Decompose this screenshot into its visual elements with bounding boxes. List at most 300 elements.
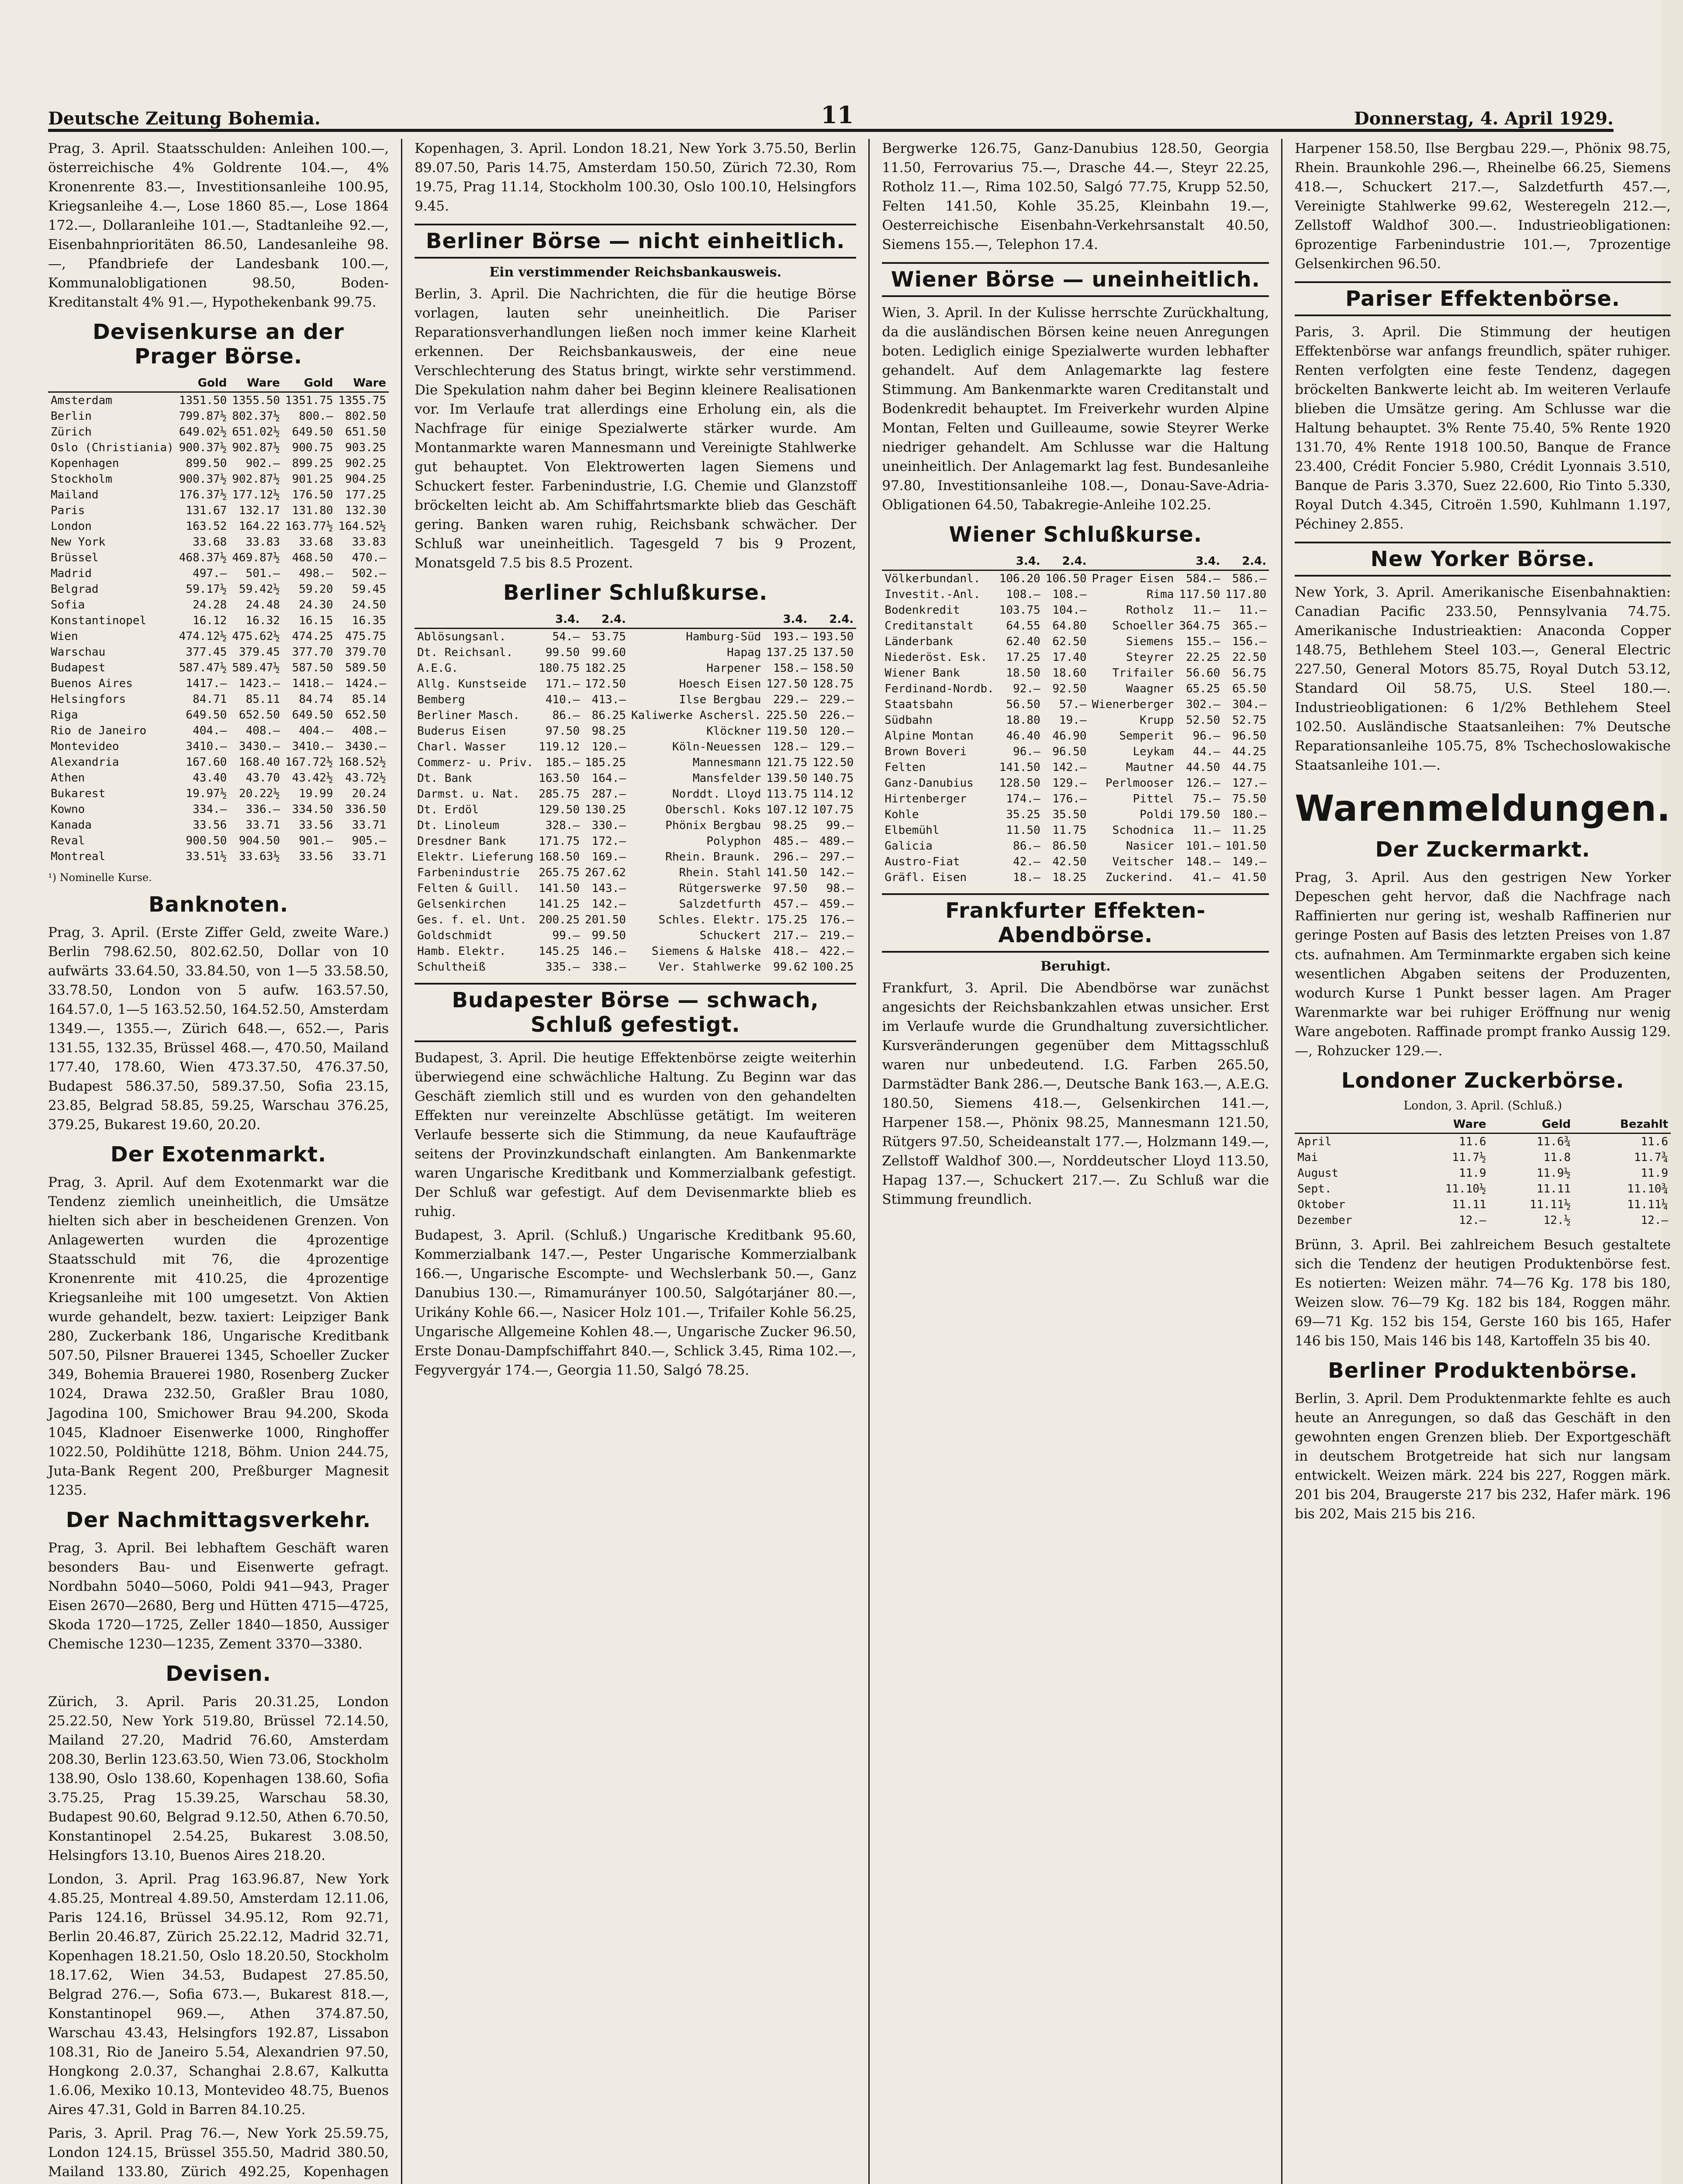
table-cell: 422.— bbox=[819, 945, 854, 958]
table-cell: Creditanstalt bbox=[885, 619, 974, 633]
table-row bbox=[882, 697, 1269, 712]
table-cell: Mailand bbox=[51, 488, 99, 502]
table-row bbox=[415, 723, 856, 739]
table-cell: 902.87½ bbox=[232, 473, 280, 486]
table-cell: Köln-Neuessen bbox=[672, 740, 761, 754]
table-cell: 168.40 bbox=[239, 756, 280, 769]
table-cell: 62.50 bbox=[1052, 635, 1087, 649]
table-cell: Austro-Fiat bbox=[885, 855, 960, 869]
table-cell: 56.50 bbox=[1006, 698, 1040, 712]
table-row bbox=[415, 786, 856, 802]
table-cell: Kanada bbox=[51, 819, 92, 832]
table-cell: 475.62½ bbox=[232, 630, 280, 643]
table-cell: Klöckner bbox=[706, 725, 761, 738]
table-cell: Allg. Kunstseide bbox=[417, 677, 527, 691]
table-cell: Rütgerswerke bbox=[679, 882, 761, 895]
table-row bbox=[882, 854, 1269, 870]
table-cell: 129.— bbox=[819, 740, 854, 754]
column-4-intro: Harpener 158.50, Ilse Bergbau 229.—, Phönix 98.75, Rhein. Braunkohle 296.—, Rheinelbe 66.25, Siemens 418.—, Schuckert 217.—, Salzdetfurth 457.—, Vereinigte Stahlwerke 99.62, Westeregeln 212.—, Zellstoff Waldhof 300.—. Industrieobligationen: 6prozentige Farbenindustrie 101.—, 7prozentige Gelsenkirchen 96.50. bbox=[1295, 141, 1671, 272]
table-cell: 377.45 bbox=[186, 646, 227, 659]
table-cell: 12.— bbox=[1458, 1213, 1486, 1227]
table-cell: 219.— bbox=[819, 929, 854, 943]
nachmittagsverkehr-text: Prag, 3. April. Bei lebhaftem Geschäft waren besonders Bau- und Eisenwerte gefragt. Nordbahn 5040—5060, Poldi 941—943, Prager Eisen 2670—2680, Berg und Hütten 4715—4725, Skoda 1720—1725, Zeller 1840—1850, Aussiger Chemische 1230—1235, Zement 3370—3380. bbox=[48, 1540, 389, 1652]
table-cell: Südbahn bbox=[885, 714, 933, 727]
table-cell: 52.50 bbox=[1186, 714, 1220, 727]
table-cell: Goldschmidt bbox=[417, 929, 493, 943]
table-cell: 176.50 bbox=[292, 488, 333, 502]
table-cell: April bbox=[1297, 1135, 1332, 1148]
table-cell: 108.— bbox=[1052, 588, 1087, 601]
table-cell: Veitscher bbox=[1112, 855, 1174, 869]
table-cell: Oslo (Christiania) bbox=[51, 441, 174, 455]
table-cell: 485.— bbox=[773, 835, 808, 848]
table-row bbox=[48, 456, 389, 471]
table-cell: 96.— bbox=[1192, 729, 1220, 743]
table-cell: Gräfl. Eisen bbox=[885, 871, 967, 885]
table-cell: Zürich bbox=[51, 425, 92, 439]
table-cell: Wiener Bank bbox=[885, 667, 960, 680]
table-cell: Commerz- u. Priv. bbox=[417, 756, 534, 770]
table-row bbox=[415, 865, 856, 881]
table-cell: 164.— bbox=[591, 772, 626, 785]
table-cell: 413.— bbox=[591, 693, 626, 707]
column-header: 2.4. bbox=[1223, 553, 1269, 570]
table-cell: 287.— bbox=[591, 788, 626, 801]
table-cell: Investit.-Anl. bbox=[885, 588, 981, 601]
table-cell: 11.11 bbox=[1452, 1198, 1486, 1211]
table-cell: Hoesch Eisen bbox=[679, 677, 761, 691]
table-cell: 128.75 bbox=[812, 677, 854, 691]
table-cell: Charl. Wasser bbox=[417, 740, 506, 754]
table-cell: 12.— bbox=[1641, 1213, 1669, 1227]
table-row bbox=[1295, 1150, 1671, 1165]
nachmittagsverkehr-heading: Der Nachmittagsverkehr. bbox=[66, 1507, 371, 1532]
table-cell: 16.15 bbox=[299, 614, 333, 628]
table-cell: Semperit bbox=[1119, 729, 1174, 743]
table-cell: 127.50 bbox=[766, 677, 808, 691]
table-cell: 172.50 bbox=[585, 677, 626, 691]
zuckermarkt-text: Prag, 3. April. Aus den gestrigen New Yorker Depeschen geht hervor, daß die Nachfrage nach Raffinierten nur gering ist, weshalb Raffinerien nur geringe Posten auf Basis des letzten Preises von 1.87 cts. aufnahmen. Am Terminmarkte ergaben sich keine wesentlichen Abgaben seitens der Produzenten, wodurch Kurse 1 Punkt besser lagen. Am Prager Warenmarkte war bei ruhiger Eröffnung nur wenig Ware angeboten. Raffinade prompt franko Aussig 129.—, Rohzucker 129.—. bbox=[1295, 870, 1671, 1059]
table-cell: 54.— bbox=[552, 630, 580, 644]
table-cell: 649.02½ bbox=[179, 425, 227, 439]
table-cell: 119.12 bbox=[539, 740, 580, 754]
page-number: 11 bbox=[821, 101, 854, 129]
table-cell: Ganz-Danubius bbox=[885, 777, 974, 790]
table-cell: 16.35 bbox=[352, 614, 387, 628]
table-cell: 11.25 bbox=[1232, 824, 1267, 837]
table-cell: 43.70 bbox=[245, 771, 280, 785]
table-cell: 129.— bbox=[1052, 777, 1087, 790]
table-cell: Elbemühl bbox=[885, 824, 940, 837]
table-row bbox=[882, 822, 1269, 838]
table-cell: Brown Boveri bbox=[885, 745, 967, 759]
table-row bbox=[882, 634, 1269, 650]
table-cell: 651.02½ bbox=[232, 425, 280, 439]
table-cell: Dt. Bank bbox=[417, 772, 472, 785]
table-cell: Länderbank bbox=[885, 635, 953, 649]
table-cell: 59.20 bbox=[299, 583, 333, 596]
table-cell: 177.12½ bbox=[232, 488, 280, 502]
table-cell: 163.52 bbox=[186, 520, 227, 533]
table-cell: 799.87½ bbox=[179, 410, 227, 423]
table-cell: 589.47½ bbox=[232, 661, 280, 675]
table-cell: 146.— bbox=[591, 945, 626, 958]
table-row bbox=[48, 754, 389, 770]
table-cell: 336.50 bbox=[345, 803, 387, 816]
table-cell: Schoeller bbox=[1112, 619, 1174, 633]
table-cell: Perlmooser bbox=[1105, 777, 1174, 790]
table-row bbox=[882, 587, 1269, 602]
table-cell: 52.75 bbox=[1232, 714, 1267, 727]
table-cell: 11.10¾ bbox=[1627, 1182, 1669, 1196]
table-cell: 1424.— bbox=[345, 677, 387, 691]
berliner-produktenboerse-text: Berlin, 3. April. Dem Produktenmarkte fehlte es auch heute an Anregungen, so daß das Geschäft in den gewohnten engen Grenzen blieb. Der Exportgeschäft in deutschem Brotgetreide hat sich nur langsam entwickelt. Weizen märk. 224 bis 227, Roggen märk. 201 bis 204, Braugerste 217 bis 232, Hafer märk. 196 bis 202, Mais 215 bis 216. bbox=[1295, 1390, 1671, 1522]
table-cell: Berlin bbox=[51, 410, 92, 423]
table-cell: 586.— bbox=[1232, 572, 1267, 586]
column-3 bbox=[870, 139, 1282, 2184]
table-cell: 96.— bbox=[1013, 745, 1040, 759]
table-cell: 98.25 bbox=[773, 819, 808, 833]
table-cell: 64.55 bbox=[1006, 619, 1040, 633]
table-cell: Waagner bbox=[1126, 682, 1174, 696]
table-cell: 217.— bbox=[773, 929, 808, 943]
table-cell: Salzdetfurth bbox=[679, 898, 761, 911]
table-cell: Staatsbahn bbox=[885, 698, 953, 712]
table-cell: 651.50 bbox=[345, 425, 387, 439]
table-cell: 11.11 bbox=[1536, 1182, 1571, 1196]
table-cell: 158.— bbox=[773, 662, 808, 675]
table-cell: 11.9 bbox=[1458, 1166, 1486, 1180]
wiener-schlusskurse-heading: Wiener Schlußkurse. bbox=[949, 522, 1203, 547]
londoner-zuckerboerse-lead: London, 3. April. (Schluß.) bbox=[1403, 1099, 1562, 1113]
table-cell: 1418.— bbox=[292, 677, 333, 691]
table-cell: Mai bbox=[1297, 1151, 1318, 1164]
table-cell: 11.7½ bbox=[1452, 1151, 1486, 1164]
table-cell: 59.42½ bbox=[239, 583, 280, 596]
table-row bbox=[882, 602, 1269, 618]
table-cell: 92.50 bbox=[1052, 682, 1087, 696]
column-header bbox=[629, 611, 764, 629]
wiener-boerse-heading: Wiener Börse — uneinheitlich. bbox=[882, 262, 1269, 297]
table-cell: Ilse Bergbau bbox=[679, 693, 761, 707]
table-cell: 99.62 bbox=[773, 961, 808, 974]
table-cell: 33.63½ bbox=[239, 850, 280, 864]
table-cell: 127.— bbox=[1232, 777, 1267, 790]
table-cell: 800.— bbox=[299, 410, 333, 423]
table-cell: 33.56 bbox=[299, 850, 333, 864]
table-cell: 99.50 bbox=[545, 646, 580, 660]
column-header: 3.4. bbox=[1176, 553, 1223, 570]
table-cell: 501.— bbox=[245, 567, 280, 581]
table-row bbox=[882, 791, 1269, 807]
table-cell: Völkerbundanl. bbox=[885, 572, 981, 586]
table-cell: 1423.— bbox=[239, 677, 280, 691]
table-header-row bbox=[1295, 1116, 1671, 1133]
table-row bbox=[48, 786, 389, 802]
staatsschulden-text: Prag, 3. April. Staatsschulden: Anleihen 100.—, österreichische 4% Goldrente 104.—, 4% Kronenrente 83.—, Investitionsanleihe 100.95, Kriegsanleihe 4.—, Lose 1860 85.—, Lose 1864 172.—, Dollaranleihe 101.—, Stadtanleihe 92.—, Eisenbahnprioritäten 86.50, Landesanleihe 98.—, Pfandbriefe der Landesbank 100.—, Kommunalobligationen 98.50, Boden-Kreditanstalt 4% 91.—, Hypothekenbank 99.75. bbox=[48, 141, 389, 311]
table-cell: 18.60 bbox=[1052, 667, 1087, 680]
table-row bbox=[415, 676, 856, 692]
table-row bbox=[415, 708, 856, 723]
table-cell: 139.50 bbox=[766, 772, 808, 785]
table-cell: 900.50 bbox=[186, 834, 227, 848]
table-cell: 377.70 bbox=[292, 646, 333, 659]
table-cell: 132.30 bbox=[345, 504, 387, 518]
table-cell: 17.25 bbox=[1006, 651, 1040, 664]
devisen-paragraph: Zürich, 3. April. Paris 20.31.25, London 25.22.50, New York 519.80, Brüssel 72.14.50, Mailand 27.20, Madrid 76.60, Amsterdam 208.30, Berlin 123.63.50, Wien 73.06, Stockholm 138.90, Oslo 138.60, Kopenhagen 138.60, Sofia 3.75.25, Prag 15.39.25, Warschau 58.30, Budapest 90.60, Belgrad 9.12.50, Athen 6.70.50, Konstantinopel 2.54.25, Bukarest 3.08.50, Helsingfors 13.10, Buenos Aires 218.20. bbox=[48, 1693, 389, 1863]
table-cell: 141.50 bbox=[539, 882, 580, 895]
table-cell: 903.25 bbox=[345, 441, 387, 455]
column-header: Gold bbox=[283, 375, 336, 392]
pariser-effektenboerse-heading: Pariser Effektenbörse. bbox=[1295, 281, 1671, 316]
table-cell: Berliner Masch. bbox=[417, 709, 520, 722]
table-cell: Dt. Erdöl bbox=[417, 803, 479, 817]
table-cell: 3430.— bbox=[345, 740, 387, 753]
table-cell: 265.75 bbox=[539, 866, 580, 880]
exotenmarkt-text: Prag, 3. April. Auf dem Exotenmarkt war die Tendenz ziemlich uneinheitlich, die Umsätze hielten sich aber in bescheidenen Grenzen. Von Anlagewerten wurden die 4prozentige Staatsschuld mit 76, die 4prozentige Kronenrente mit 410.25, die 4prozentige Kriegsanleihe mit 100 umgesetzt. Von Aktien wurde gehandelt, bezw. taxiert: Leipziger Bank 280, Zuckerbank 186, Ungarische Kreditbank 507.50, Pilsner Brauerei 1345, Schoeller Zucker 349, Bohemia Brauerei 1980, Rosenberg Zucker 1024, Drawa 232.50, Graßler Brau 1080, Jagodina 100, Smichower Brau 94.200, Skoda 1045, Kladnoer Eisenwerke 1000, Ringhoffer 1022.50, Poldihütte 1218, Böhm. Union 244.75, Juta-Bank Regent 200, Preßburger Magnesit 1235. bbox=[48, 1175, 389, 1498]
table-row bbox=[48, 817, 389, 833]
table-cell: Harpener bbox=[706, 662, 761, 675]
table-cell: 649.50 bbox=[186, 708, 227, 722]
column-header: Ware bbox=[336, 375, 389, 392]
table-cell: 3430.— bbox=[239, 740, 280, 753]
table-cell: Sofia bbox=[51, 598, 85, 612]
table-cell: 75.— bbox=[1192, 792, 1220, 806]
table-cell: Elektr. Lieferung bbox=[417, 850, 534, 864]
page-header bbox=[48, 90, 1614, 132]
table-cell: Hirtenberger bbox=[885, 792, 967, 806]
table-cell: 469.87½ bbox=[232, 551, 280, 565]
table-cell: 92.— bbox=[1013, 682, 1040, 696]
table-row bbox=[882, 807, 1269, 822]
table-row bbox=[48, 833, 389, 849]
table-row bbox=[1295, 1165, 1671, 1181]
table-cell: 103.75 bbox=[999, 604, 1040, 617]
table-cell: 1355.75 bbox=[338, 394, 387, 408]
table-row bbox=[48, 581, 389, 597]
table-cell: 101.— bbox=[1186, 840, 1220, 853]
table-cell: 193.— bbox=[773, 630, 808, 644]
devisen-paragraph: Paris, 3. April. Prag 76.—, New York 25.59.75, London 124.15, Brüssel 355.50, Madrid 380.50, Mailand 133.80, Zürich 492.25, Kopenhagen bbox=[48, 2125, 389, 2180]
table-header-row bbox=[415, 611, 856, 629]
berliner-schlusskurse-heading: Berliner Schlußkurse. bbox=[503, 581, 768, 605]
table-cell: New York bbox=[51, 536, 106, 549]
table-cell: 33.68 bbox=[299, 536, 333, 549]
masthead: Deutsche Zeitung Bohemia. bbox=[48, 108, 321, 129]
column-header bbox=[415, 611, 536, 629]
table-cell: 900.75 bbox=[292, 441, 333, 455]
table-cell: Kohle bbox=[885, 808, 919, 822]
table-cell: 142.— bbox=[591, 898, 626, 911]
table-cell: 33.71 bbox=[245, 819, 280, 832]
table-cell: 84.74 bbox=[299, 693, 333, 706]
table-cell: 11.10½ bbox=[1445, 1182, 1486, 1196]
columns bbox=[48, 139, 1671, 2184]
table-cell: 53.75 bbox=[591, 630, 626, 644]
table-cell: 338.— bbox=[591, 961, 626, 974]
table-cell: Alpine Montan bbox=[885, 729, 974, 743]
table-cell: 11.11½ bbox=[1530, 1198, 1571, 1211]
table-row bbox=[48, 518, 389, 534]
table-cell: 119.50 bbox=[766, 725, 808, 738]
table-cell: 474.12½ bbox=[179, 630, 227, 643]
table-cell: 19.— bbox=[1059, 714, 1087, 727]
table-cell: Ver. Stahlwerke bbox=[658, 961, 761, 974]
table-cell: 185.25 bbox=[585, 756, 626, 770]
banknoten-text: Prag, 3. April. (Erste Ziffer Geld, zweite Ware.) Berlin 798.62.50, 802.62.50, Dollar von 10 aufwärts 33.64.50, 33.84.50, von 1—5 33.58.50, 33.78.50, London von 5 aufw. 163.57.50, 164.57.0, 1—5 163.52.50, 164.52.50, Amsterdam 1349.—, 1355.—, Zürich 648.—, 652.—, Paris 131.55, 132.35, Brüssel 468.—, 470.50, Mailand 177.40, 178.60, Wien 473.37.50, 476.37.50, Budapest 586.37.50, 589.37.50, Sofia 23.15, 23.85, Belgrad 58.85, 59.25, Warschau 376.25, 379.25, Bukarest 19.60, 20.20. bbox=[48, 925, 389, 1133]
table-cell: 302.— bbox=[1186, 698, 1220, 712]
table-cell: 101.50 bbox=[1225, 840, 1267, 853]
bruenner-produktenboerse-text: Brünn, 3. April. Bei zahlreichem Besuch gestaltete sich die Tendenz der heutigen Produktenbörse fest. Es notierten: Weizen mähr. 74—76 Kg. 178 bis 180, Weizen slow. 76—79 Kg. 182 bis 184, Roggen mähr. 69—71 Kg. 152 bis 154, Gerste 160 bis 165, Hafer 146 bis 150, Mais 146 bis 148, Kartoffeln 35 bis 40. bbox=[1295, 1237, 1671, 1349]
table-cell: 180.— bbox=[1232, 808, 1267, 822]
table-cell: 86.— bbox=[1013, 840, 1040, 853]
table-cell: Nasicer bbox=[1126, 840, 1174, 853]
table-cell: 18.50 bbox=[1006, 667, 1040, 680]
table-cell: 17.40 bbox=[1052, 651, 1087, 664]
table-cell: 802.37½ bbox=[232, 410, 280, 423]
table-cell: 404.— bbox=[193, 724, 227, 738]
pariser-effektenboerse-text: Paris, 3. April. Die Stimmung der heutigen Effektenbörse war anfangs freundlich, später ruhiger. Renten verfolgten eine feste Tendenz, dagegen bröckelten Bankwerte leicht ab. Im weiteren Verlaufe blieben die Umsätze gering. Am Schlusse war die Haltung behauptet. 3% Rente 75.40, 5% Rente 1920 131.70, 4% Rente 1918 100.50, Banque de France 23.400, Crédit Foncier 5.980, Crédit Lyonnais 3.510, Banque de Paris 3.370, Suez 22.600, Rio Tinto 5.330, Royal Dutch 4.345, Citroën 1.590, Kuhlmann 1.197, Péchiney 2.855. bbox=[1295, 324, 1671, 532]
table-cell: Schultheiß bbox=[417, 961, 486, 974]
table-cell: 1351.50 bbox=[179, 394, 227, 408]
table-cell: 334.— bbox=[193, 803, 227, 816]
table-cell: 902.25 bbox=[345, 457, 387, 470]
table-cell: Helsingfors bbox=[51, 693, 126, 706]
table-cell: 364.75 bbox=[1179, 619, 1220, 633]
table-cell: Schuckert bbox=[699, 929, 761, 943]
table-cell: 11.— bbox=[1192, 604, 1220, 617]
table-cell: Dezember bbox=[1297, 1213, 1352, 1227]
table-header-row bbox=[882, 553, 1269, 570]
table-cell: 11.6 bbox=[1641, 1135, 1669, 1148]
table-cell: 24.50 bbox=[352, 598, 387, 612]
table-cell: 122.50 bbox=[812, 756, 854, 770]
table-row bbox=[415, 896, 856, 912]
table-cell: 200.25 bbox=[539, 913, 580, 927]
column-header: Bezahlt bbox=[1573, 1116, 1671, 1133]
table-cell: Galicia bbox=[885, 840, 933, 853]
table-cell: 652.50 bbox=[239, 708, 280, 722]
berliner-boerse-text: Berlin, 3. April. Die Nachrichten, die für die heutige Börse vorlagen, lauten sehr uneinheitlich. Die Pariser Reparationsverhandlungen ließen noch immer keine Klarheit erkennen. Der Reichsbankausweis, der eine neue Verschlechterung des Status bringt, wirkte sehr verstimmend. Die Spekulation nahm daher bei Beginn kleinere Realisationen vor. Im Verlaufe trat allerdings eine Erholung ein, als die Nachfrage für einige Spezialwerte stärker wurde. Am Montanmarkte waren Mannesmann und Vereinigte Stahlwerke gut behauptet. Von Elektrowerten lagen Siemens und Schuckert fester. Farbenindustrie, I.G. Chemie und Glanzstoff bröckelten leicht ab. Am Schiffahrtsmarkte blieb das Geschäft gering. Banken waren ruhig, Reichsbank schwächer. Der Schluß war uneinheitlich. Tagesgeld 7 bis 9 Prozent, Monatsgeld 7.5 bis 8.5 Prozent. bbox=[415, 286, 857, 571]
table-cell: Siemens bbox=[1126, 635, 1174, 649]
table-cell: 185.— bbox=[545, 756, 580, 770]
table-row bbox=[415, 959, 856, 975]
table-cell: 107.75 bbox=[812, 803, 854, 817]
table-row bbox=[882, 681, 1269, 697]
table-cell: Rhein. Braunk. bbox=[665, 850, 761, 864]
table-cell: Oktober bbox=[1297, 1198, 1345, 1211]
table-cell: 18.80 bbox=[1006, 714, 1040, 727]
new-yorker-boerse-heading: New Yorker Börse. bbox=[1295, 542, 1671, 577]
table-row bbox=[882, 665, 1269, 681]
table-cell: Alexandria bbox=[51, 756, 119, 769]
table-cell: 56.75 bbox=[1232, 667, 1267, 680]
table-cell: 11.8 bbox=[1543, 1151, 1571, 1164]
table-cell: 176.37½ bbox=[179, 488, 227, 502]
table-cell: 1417.— bbox=[186, 677, 227, 691]
column-header bbox=[1295, 1116, 1404, 1133]
table-row bbox=[415, 833, 856, 849]
berliner-boerse-subheading: Ein verstimmender Reichsbankausweis. bbox=[489, 265, 782, 280]
table-cell: 43.72½ bbox=[345, 771, 387, 785]
table-cell: 11.6 bbox=[1458, 1135, 1486, 1148]
table-cell: 475.75 bbox=[345, 630, 387, 643]
table-cell: 474.25 bbox=[292, 630, 333, 643]
berliner-schlusskurse-table bbox=[415, 611, 856, 975]
table-cell: Siemens & Halske bbox=[652, 945, 761, 958]
table-cell: 141.50 bbox=[999, 761, 1040, 774]
table-cell: 167.60 bbox=[186, 756, 227, 769]
table-cell: Bodenkredit bbox=[885, 604, 960, 617]
table-cell: Dt. Linoleum bbox=[417, 819, 499, 833]
table-row bbox=[1295, 1181, 1671, 1197]
table-header-row bbox=[48, 375, 389, 392]
table-row bbox=[882, 744, 1269, 760]
table-cell: 164.22 bbox=[239, 520, 280, 533]
table-cell: Hamb. Elektr. bbox=[417, 945, 506, 958]
table-row bbox=[882, 650, 1269, 665]
table-row bbox=[48, 723, 389, 739]
table-cell: Farbenindustrie bbox=[417, 866, 520, 880]
table-cell: 85.14 bbox=[352, 693, 387, 706]
table-cell: 59.17½ bbox=[186, 583, 227, 596]
table-cell: 336.— bbox=[245, 803, 280, 816]
table-cell: Polyphon bbox=[706, 835, 761, 848]
table-cell: 33.71 bbox=[352, 819, 387, 832]
table-cell: Bukarest bbox=[51, 787, 106, 801]
table-cell: Zuckerind. bbox=[1105, 871, 1174, 885]
table-cell: 44.25 bbox=[1232, 745, 1267, 759]
table-cell: 900.37½ bbox=[179, 441, 227, 455]
table-cell: 142.— bbox=[1052, 761, 1087, 774]
table-cell: Riga bbox=[51, 708, 78, 722]
table-row bbox=[882, 618, 1269, 634]
table-row bbox=[48, 770, 389, 786]
table-cell: 18.25 bbox=[1052, 871, 1087, 885]
table-cell: Rotholz bbox=[1126, 604, 1174, 617]
table-cell: Sept. bbox=[1297, 1182, 1332, 1196]
devisen-blocks bbox=[48, 1692, 389, 2184]
table-row bbox=[882, 760, 1269, 775]
table-cell: Krupp bbox=[1140, 714, 1174, 727]
devisen-footnote: ¹) Nominelle Kurse. bbox=[48, 871, 152, 884]
table-cell: 502.— bbox=[352, 567, 387, 581]
table-cell: 179.50 bbox=[1179, 808, 1220, 822]
table-row bbox=[415, 660, 856, 676]
column-header: Gold bbox=[176, 375, 230, 392]
wiener-boerse-text: Wien, 3. April. In der Kulisse herrschte Zurückhaltung, da die ausländischen Börsen keine neuen Anregungen boten. Lediglich einige Spezialwerte wurden lebhafter gehandelt. Auf dem Anlagemarkte lag festere Stimmung. Am Bankenmarkte waren Creditanstalt und Bodenkredit behauptet. Im Freiverkehr wurden Alpine Montan, Felten und Guilleaume, sowie Steyrer Werke niedriger gehandelt. Am Schlusse war die Haltung uneinheitlich. Der Anlagemarkt lag fest. Bundesanleihe 97.80, Investitionsanleihe 108.—, Donau-Save-Adria-Obligationen 64.50, Tabakregie-Anleihe 102.25. bbox=[882, 305, 1269, 513]
table-cell: 904.25 bbox=[345, 473, 387, 486]
table-cell: A.E.G. bbox=[417, 662, 458, 675]
table-cell: 902.87½ bbox=[232, 441, 280, 455]
new-yorker-boerse-text: New York, 3. April. Amerikanische Eisenbahnaktien: Canadian Pacific 233.50, Pennsylvania 74.75. Amerikanische Industrieaktien: Anaconda Copper 148.75, Bethlehem Steel 103.—, General Electric 227.50, General Motors 85.75, Royal Dutch 53.12, Standard Oil 58.75, U.S. Steel 180.—. Industrieobligationen: 6 1/2% Bethlehem Steel 102.50. Ausländische Staatsanleihen: 7% Deutsche Reparationsanleihe 105.75, 8% Tschechoslowakische Staatsanleihe 101.—. bbox=[1295, 584, 1671, 774]
table-cell: Wien bbox=[51, 630, 78, 643]
table-cell: 11.50 bbox=[1006, 824, 1040, 837]
table-cell: 180.75 bbox=[539, 662, 580, 675]
table-row bbox=[415, 739, 856, 755]
table-row bbox=[48, 707, 389, 723]
table-cell: 99.— bbox=[552, 929, 580, 943]
table-cell: 114.12 bbox=[812, 788, 854, 801]
table-cell: 171.75 bbox=[539, 835, 580, 848]
table-cell: Wienerberger bbox=[1092, 698, 1174, 712]
table-cell: 304.— bbox=[1232, 698, 1267, 712]
table-cell: Rio de Janeiro bbox=[51, 724, 147, 738]
table-cell: 175.25 bbox=[766, 913, 808, 927]
table-cell: London bbox=[51, 520, 92, 533]
table-cell: 33.56 bbox=[299, 819, 333, 832]
table-row bbox=[1295, 1133, 1671, 1150]
